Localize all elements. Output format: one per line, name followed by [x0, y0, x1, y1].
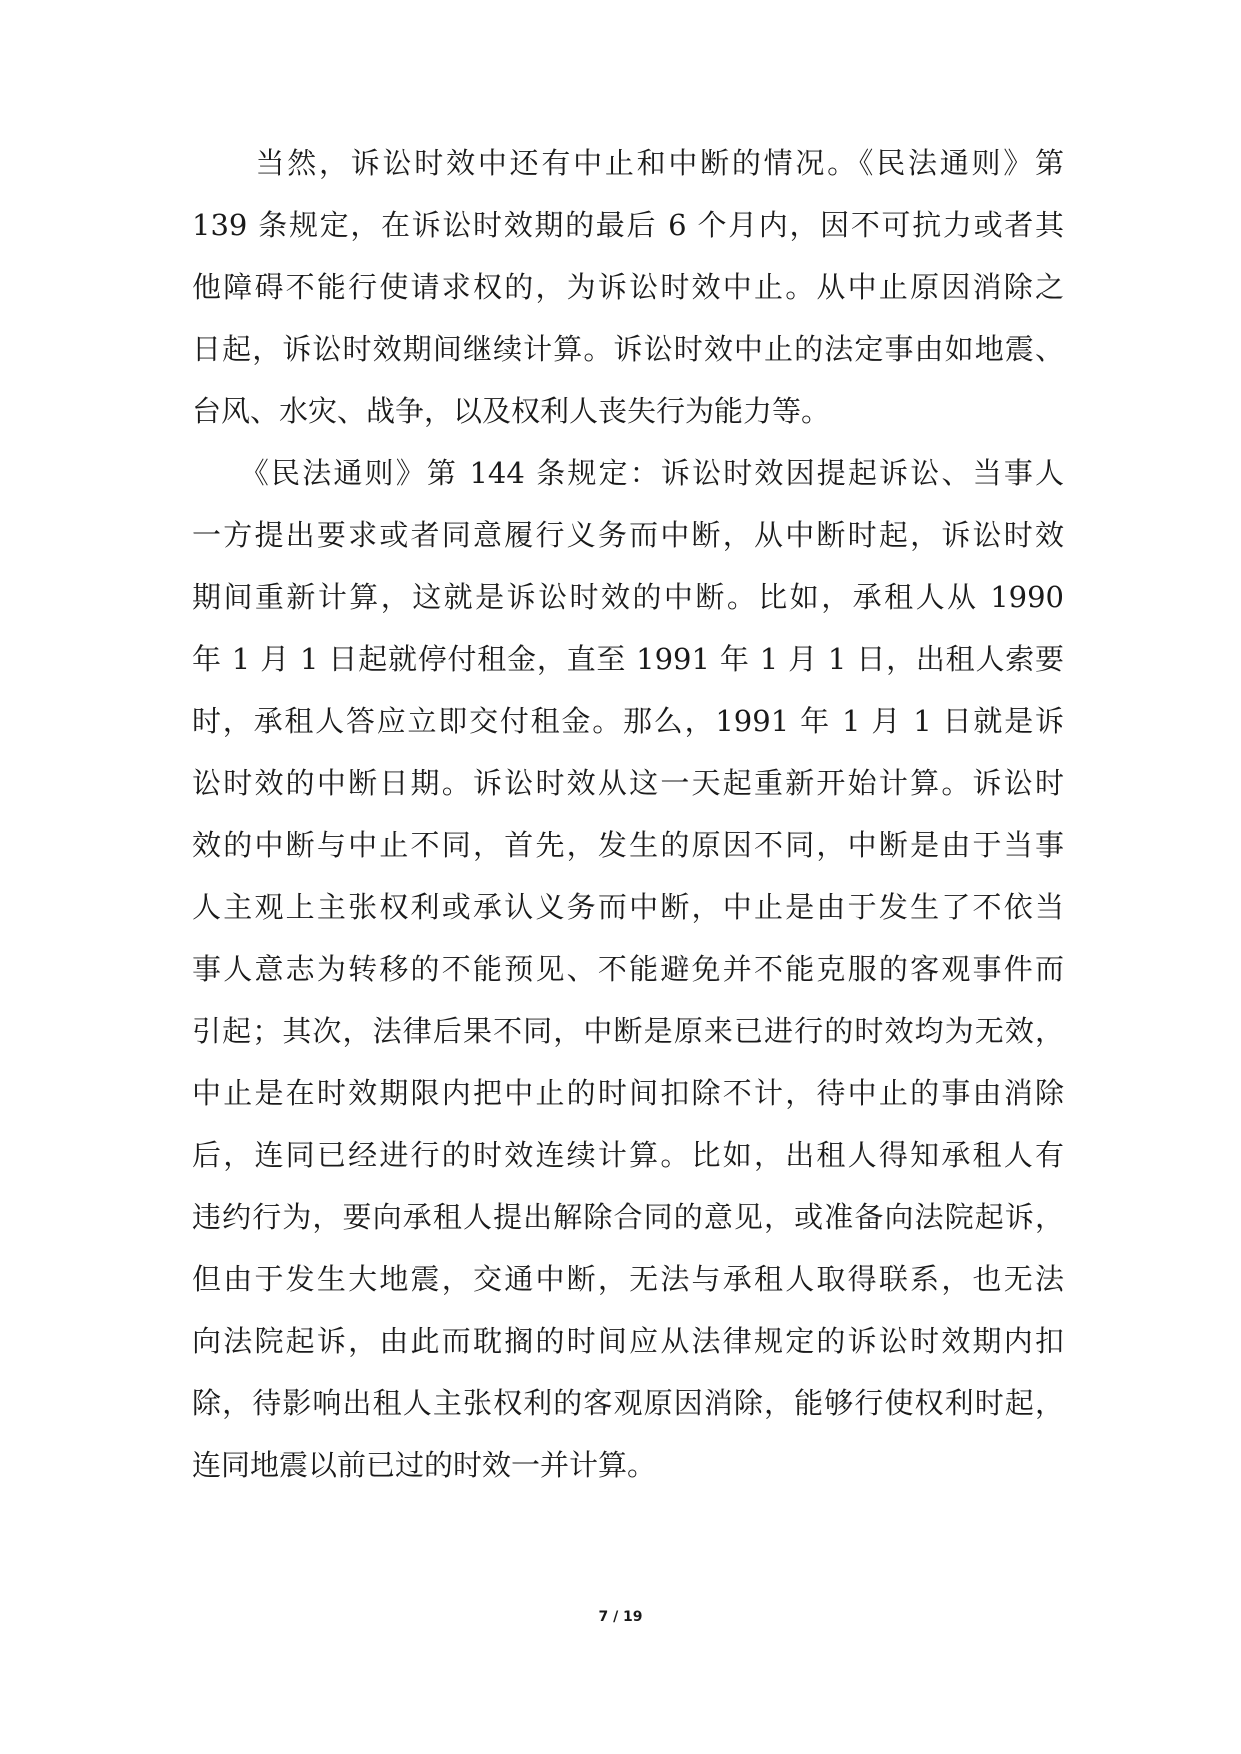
paragraph-2-line-1: 《民法通则》第 144 条规定：诉讼时效因提起诉讼、当事人 — [192, 456, 1064, 490]
paragraph-2-line-3: 期间重新计算，这就是诉讼时效的中断。比如，承租人从 1990 — [192, 580, 1064, 614]
paragraph-2-line-17: 连同地震以前已过的时效一并计算。 — [192, 1448, 657, 1482]
paragraph-1-line-1: 当然，诉讼时效中还有中止和中断的情况。《民法通则》第 — [192, 146, 1064, 180]
paragraph-2-line-11: 中止是在时效期限内把中止的时间扣除不计，待中止的事由消除 — [192, 1076, 1064, 1110]
paragraph-1-line-2: 139 条规定，在诉讼时效期的最后 6 个月内，因不可抗力或者其 — [192, 208, 1064, 242]
paragraph-2-line-9: 事人意志为转移的不能预见、不能避免并不能克服的客观事件而 — [192, 952, 1064, 986]
paragraph-2-line-14: 但由于发生大地震，交通中断，无法与承租人取得联系，也无法 — [192, 1262, 1064, 1296]
page-number: 7 / 19 — [598, 1609, 643, 1625]
paragraph-1-line-5: 台风、水灾、战争，以及权利人丧失行为能力等。 — [192, 394, 831, 428]
paragraph-2-line-12: 后，连同已经进行的时效连续计算。比如，出租人得知承租人有 — [192, 1138, 1064, 1172]
paragraph-2-line-10: 引起；其次，法律后果不同，中断是原来已进行的时效均为无效， — [192, 1014, 1064, 1048]
paragraph-2-line-6: 讼时效的中断日期。诉讼时效从这一天起重新开始计算。诉讼时 — [192, 766, 1064, 800]
paragraph-2-line-15: 向法院起诉，由此而耽搁的时间应从法律规定的诉讼时效期内扣 — [192, 1324, 1064, 1358]
paragraph-2-line-4: 年 1 月 1 日起就停付租金，直至 1991 年 1 月 1 日，出租人索要 — [192, 642, 1064, 676]
paragraph-1-line-3: 他障碍不能行使请求权的，为诉讼时效中止。从中止原因消除之 — [192, 270, 1064, 304]
paragraph-2-line-7: 效的中断与中止不同，首先，发生的原因不同，中断是由于当事 — [192, 828, 1064, 862]
paragraph-2-line-8: 人主观上主张权利或承认义务而中断，中止是由于发生了不依当 — [192, 890, 1064, 924]
paragraph-2-line-16: 除，待影响出租人主张权利的客观原因消除，能够行使权利时起， — [192, 1386, 1064, 1420]
paragraph-2-line-13: 违约行为，要向承租人提出解除合同的意见，或准备向法院起诉， — [192, 1200, 1064, 1234]
paragraph-1-line-4: 日起，诉讼时效期间继续计算。诉讼时效中止的法定事由如地震、 — [192, 332, 1064, 366]
paragraph-2-line-2: 一方提出要求或者同意履行义务而中断，从中断时起，诉讼时效 — [192, 518, 1064, 552]
paragraph-2-line-5: 时，承租人答应立即交付租金。那么，1991 年 1 月 1 日就是诉 — [192, 704, 1064, 738]
